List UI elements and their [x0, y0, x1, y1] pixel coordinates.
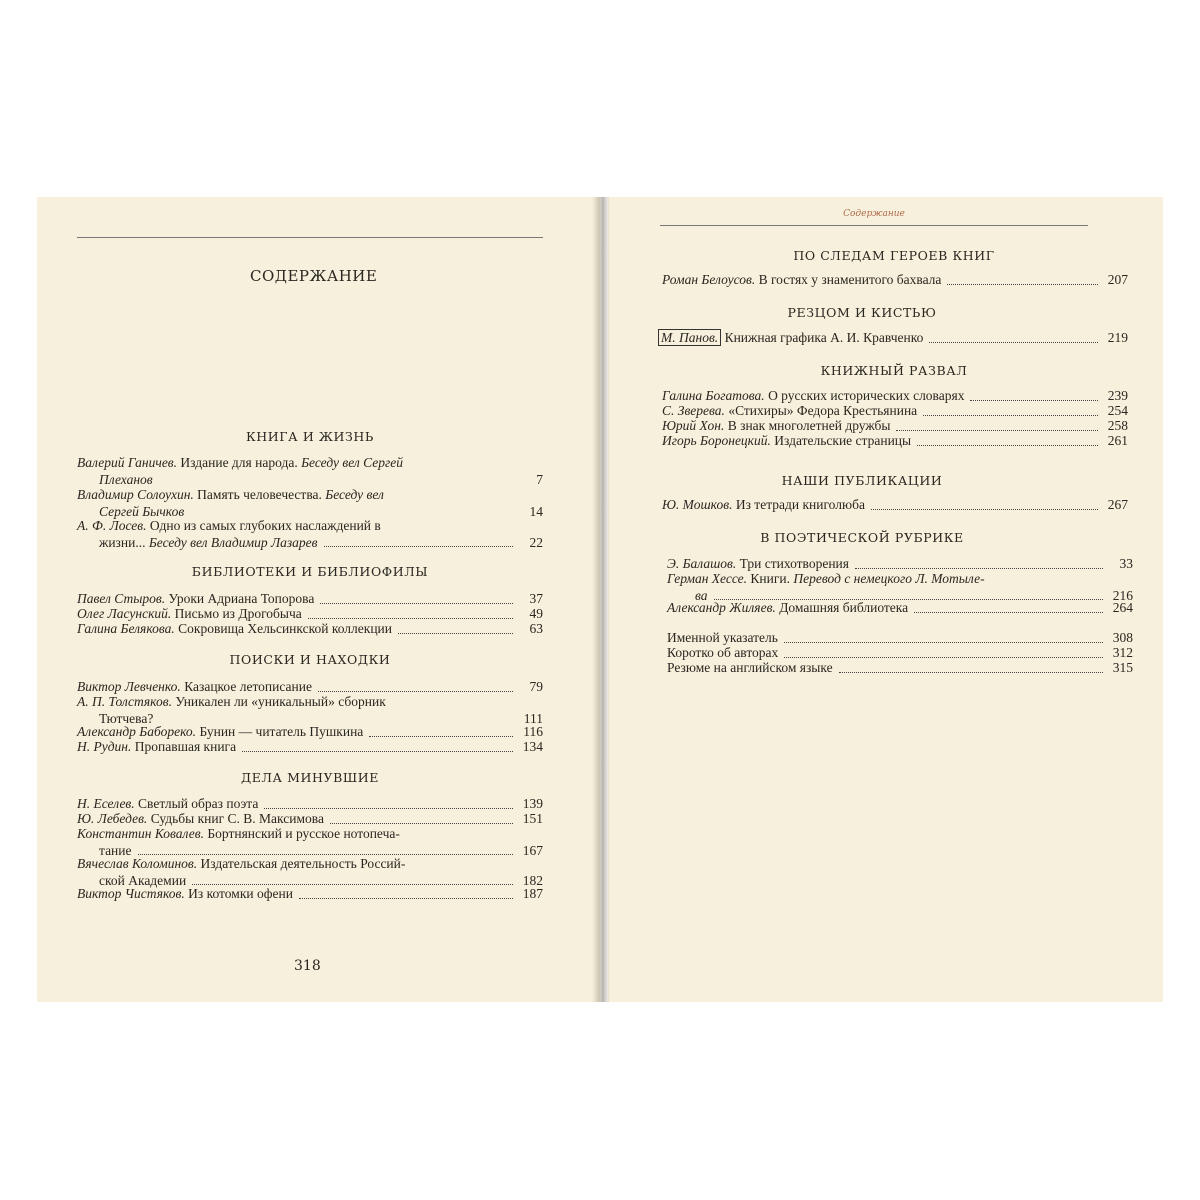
- toc-entry[interactable]: [77, 886, 543, 903]
- entry-title: Три стихотворения: [739, 556, 849, 571]
- top-rule-right: [660, 225, 1088, 226]
- entry-author: Галина Богатова.: [662, 388, 765, 403]
- toc-entry[interactable]: [77, 455, 543, 488]
- entry-title: Коротко об авторах: [667, 645, 779, 660]
- entry-page: 182: [522, 872, 543, 888]
- section-heading: В ПОЭТИЧЕСКОЙ РУБРИКЕ: [760, 530, 964, 545]
- section-heading: НАШИ ПУБЛИКАЦИИ: [781, 473, 943, 488]
- entry-conductor: Беседу вел Сергей: [301, 455, 403, 470]
- entry-conductor: Беседу вел: [325, 487, 384, 502]
- entry-author: Вячеслав Коломинов.: [77, 856, 198, 871]
- entry-page: 111: [523, 710, 543, 726]
- entry-title: В гостях у знаменитого бахвала: [758, 272, 942, 287]
- entry-author: Константин Ковалев.: [77, 826, 204, 841]
- gutter-shadow-left: [592, 197, 602, 1002]
- entry-page: 315: [1112, 660, 1133, 675]
- entry-page: 264: [1112, 600, 1133, 615]
- entry-author: Ю. Лебедев.: [77, 811, 148, 826]
- entry-page: 79: [529, 679, 543, 694]
- entry-page: 187: [522, 886, 543, 901]
- entry-author: Виктор Левченко.: [77, 679, 181, 694]
- entry-title: Домашняя библиотека: [779, 600, 909, 615]
- entry-conductor: Перевод с немецкого Л. Мотыле-: [793, 571, 985, 586]
- page-title: СОДЕРЖАНИЕ: [250, 267, 378, 285]
- entry-title: Судьбы книг С. В. Максимова: [150, 811, 324, 826]
- entry-page: 14: [529, 503, 543, 519]
- entry-author: Александр Жиляев.: [667, 600, 776, 615]
- page-number: 318: [294, 958, 321, 974]
- entry-title: Письмо из Дрогобыча: [174, 606, 302, 621]
- toc-entry[interactable]: [77, 621, 543, 638]
- entry-author: Э. Балашов.: [667, 556, 737, 571]
- entry-author: Павел Стыров.: [77, 591, 166, 606]
- entry-author: Олег Ласунский.: [77, 606, 172, 621]
- entry-title: Издательские страницы: [774, 433, 912, 448]
- entry-author: С. Зверева.: [662, 403, 725, 418]
- entry-title-cont: жизни...: [99, 534, 146, 550]
- entry-author: Галина Белякова.: [77, 621, 175, 636]
- entry-author: М. Панов.: [658, 329, 721, 346]
- entry-page: 139: [522, 796, 543, 811]
- entry-title: Уроки Адриана Топорова: [168, 591, 315, 606]
- top-rule-left: [77, 237, 543, 238]
- entry-title: Бортнянский и русское нотопеча-: [207, 826, 400, 841]
- entry-author: Юрий Хон.: [662, 418, 725, 433]
- entry-title: Именной указатель: [667, 630, 778, 645]
- section-heading: КНИГА И ЖИЗНЬ: [246, 429, 374, 444]
- toc-entry[interactable]: [77, 694, 543, 727]
- entry-page: 116: [523, 724, 543, 739]
- toc-entry-appendix[interactable]: [667, 660, 1133, 677]
- entry-page: 308: [1112, 630, 1133, 645]
- entry-page: 63: [529, 621, 543, 636]
- entry-title: В знак многолетней дружбы: [727, 418, 891, 433]
- entry-author: Александр Бабореко.: [77, 724, 197, 739]
- entry-title: Пропавшая книга: [134, 739, 237, 754]
- gutter-shadow-right: [602, 197, 610, 1002]
- running-head: Содержание: [843, 209, 905, 219]
- entry-title-cont: Тютчева?: [99, 710, 154, 726]
- entry-title-cont: тание: [99, 842, 132, 858]
- section-heading: ПО СЛЕДАМ ГЕРОЕВ КНИГ: [793, 248, 995, 263]
- entry-page: 167: [522, 842, 543, 858]
- entry-page: 254: [1107, 403, 1128, 418]
- entry-page: 258: [1107, 418, 1128, 433]
- section-heading: ПОИСКИ И НАХОДКИ: [229, 652, 391, 667]
- entry-page: 22: [529, 534, 543, 550]
- entry-title: Издание для народа.: [180, 455, 298, 470]
- entry-page: 267: [1107, 497, 1128, 512]
- entry-title-cont: Плеханов: [99, 471, 153, 487]
- entry-author: Владимир Солоухин.: [77, 487, 194, 502]
- entry-title: Из тетради книголюба: [735, 497, 865, 512]
- entry-title: Казацкое летописание: [184, 679, 312, 694]
- toc-entry[interactable]: [77, 487, 543, 520]
- section-heading: ДЕЛА МИНУВШИЕ: [240, 770, 380, 785]
- toc-entry[interactable]: [662, 330, 1128, 347]
- toc-entry[interactable]: [662, 497, 1128, 514]
- entry-author: Герман Хессе.: [667, 571, 748, 586]
- entry-title: Книги.: [750, 571, 790, 586]
- entry-page: 239: [1107, 388, 1128, 403]
- entry-author: Игорь Боронецкий.: [662, 433, 771, 448]
- toc-entry[interactable]: [667, 600, 1133, 617]
- toc-entry[interactable]: [77, 856, 543, 889]
- entry-title: Светлый образ поэта: [138, 796, 259, 811]
- entry-title: Бунин — читатель Пушкина: [199, 724, 364, 739]
- entry-title: Одно из самых глубоких наслаждений в: [149, 518, 381, 533]
- section-heading: РЕЗЦОМ И КИСТЬЮ: [787, 305, 937, 320]
- entry-page: 49: [529, 606, 543, 621]
- entry-page: 207: [1107, 272, 1128, 287]
- entry-title: Память человечества.: [197, 487, 322, 502]
- entry-author: Н. Еселев.: [77, 796, 135, 811]
- toc-entry[interactable]: [662, 272, 1128, 289]
- section-heading: КНИЖНЫЙ РАЗВАЛ: [820, 363, 968, 378]
- entry-conductor: Беседу вел Владимир Лазарев: [148, 534, 318, 550]
- entry-page: 219: [1107, 330, 1128, 345]
- toc-entry[interactable]: [77, 739, 543, 756]
- entry-author: Виктор Чистяков.: [77, 886, 185, 901]
- entry-author: Роман Белоусов.: [662, 272, 756, 287]
- toc-entry[interactable]: [77, 518, 543, 551]
- entry-page: 216: [1112, 587, 1133, 603]
- section-heading: БИБЛИОТЕКИ И БИБЛИОФИЛЫ: [191, 564, 429, 579]
- entry-page: 37: [529, 591, 543, 606]
- entry-author: А. Ф. Лосев.: [77, 518, 147, 533]
- entry-author: Н. Рудин.: [77, 739, 132, 754]
- toc-entry[interactable]: [77, 826, 543, 859]
- toc-entry[interactable]: [662, 433, 1128, 450]
- entry-title: «Стихиры» Федора Крестьянина: [728, 403, 918, 418]
- entry-title-cont: ва: [695, 587, 708, 603]
- entry-title-cont: ской Академии: [99, 872, 187, 888]
- entry-title: Уникален ли «уникальный» сборник: [175, 694, 386, 709]
- entry-author: А. П. Толстяков.: [77, 694, 172, 709]
- entry-title: Издательская деятельность Россий-: [200, 856, 406, 871]
- entry-page: 151: [522, 811, 543, 826]
- entry-page: 261: [1107, 433, 1128, 448]
- entry-title: Резюме на английском языке: [667, 660, 833, 675]
- entry-author: Валерий Ганичев.: [77, 455, 178, 470]
- entry-page: 134: [522, 739, 543, 754]
- entry-title-cont: Сергей Бычков: [99, 503, 185, 519]
- entry-title: О русских исторических словарях: [768, 388, 965, 403]
- entry-page: 7: [536, 471, 543, 487]
- entry-page: 312: [1112, 645, 1133, 660]
- entry-author: Ю. Мошков.: [662, 497, 733, 512]
- entry-title: Из котомки офени: [188, 886, 293, 901]
- entry-title: Сокровища Хельсинкской коллекции: [178, 621, 392, 636]
- entry-page: 33: [1119, 556, 1133, 571]
- entry-title: Книжная графика А. И. Кравченко: [724, 330, 924, 345]
